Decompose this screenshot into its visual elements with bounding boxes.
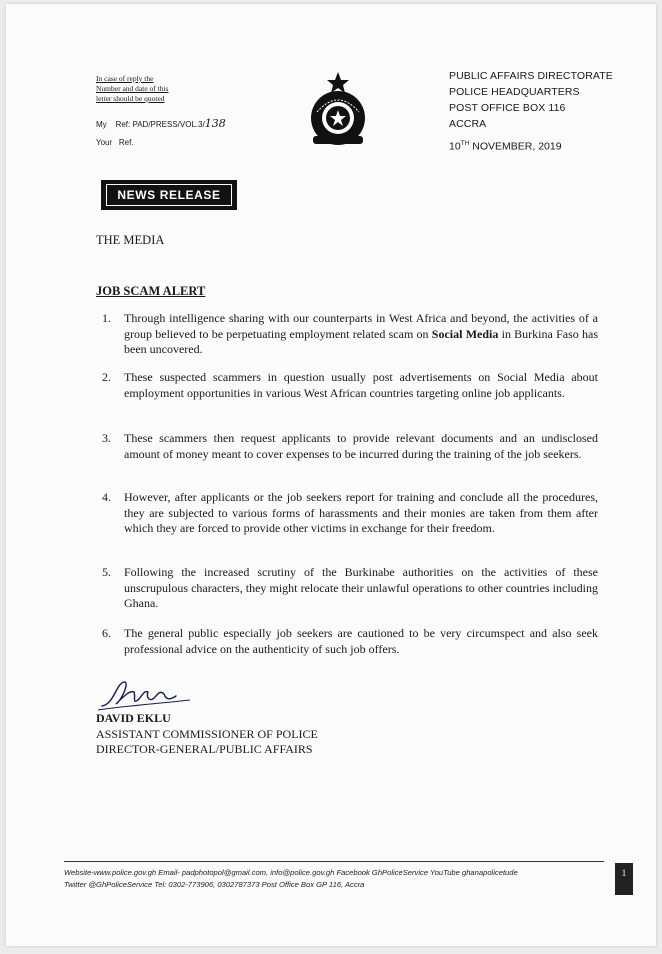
signature-block	[96, 711, 318, 758]
letter-date	[449, 140, 562, 153]
date-suffix: TH	[460, 140, 470, 147]
news-release-banner	[101, 180, 237, 210]
footer-line-1: Website-www.police.gov.gh Email- padphotopol@gmail.com, info@police.gov.gh Facebook GhPoliceService YouTube ghanapolicetude	[64, 868, 518, 877]
paragraph-4	[102, 490, 598, 537]
date-rest: NOVEMBER, 2019	[469, 140, 562, 153]
my-ref-value: PAD/PRESS/VOL.3/	[132, 120, 205, 129]
subject-heading: JOB SCAM ALERT	[96, 284, 206, 298]
my-ref-label-2: Ref:	[115, 120, 131, 129]
handwritten-signature	[94, 676, 194, 716]
footer-line-2: Twitter @GhPoliceService Tel: 0302-773906, 0302787373 Post Office Box GP 116, Accra	[64, 880, 365, 889]
ghana-police-crest-logo	[303, 70, 373, 148]
paragraph-number: 1.	[102, 311, 111, 325]
paragraph-text-part: Through intelligence sharing with our counterparts in West Africa and beyond, the activities of a group believed to be perpetuating employment related scam on	[124, 311, 598, 341]
paragraph-3	[102, 431, 598, 462]
my-ref-label: My	[96, 120, 107, 129]
footer-divider	[64, 861, 604, 862]
date-day: 10	[449, 140, 461, 153]
addressee: THE MEDIA	[96, 233, 165, 247]
paragraph-bold-text: Social Media	[431, 326, 499, 341]
reply-note-line: letter should be quoted	[96, 94, 165, 103]
reply-note-line: Number and date of this	[96, 84, 169, 93]
your-ref-label-2: Ref.	[118, 138, 134, 147]
news-release-label: NEWS RELEASE	[106, 184, 231, 206]
sender-address	[449, 68, 613, 132]
paragraph-number: 6.	[102, 626, 111, 640]
paragraph-text	[124, 311, 598, 358]
paragraph-text: The general public especially job seekers are cautioned to be very circumspect and also seek professional advice on the authenticity of such job offers.	[124, 626, 598, 656]
page-number-tab: 1	[615, 863, 633, 895]
my-reference	[96, 117, 226, 130]
reply-note-line: In case of reply the	[96, 74, 154, 83]
paragraph-number: 3.	[102, 431, 111, 445]
footer-contact-info	[64, 867, 619, 891]
paragraph-number: 2.	[102, 370, 111, 384]
paragraph-text-part: in Burkina Faso has been uncovered.	[124, 326, 598, 356]
paragraph-5	[102, 565, 598, 612]
your-reference	[96, 138, 134, 147]
paragraph-1	[102, 311, 598, 358]
my-ref-handwritten-number: 138	[204, 117, 226, 130]
signatory-role: DIRECTOR-GENERAL/PUBLIC AFFAIRS	[96, 742, 313, 756]
paragraph-number: 4.	[102, 490, 111, 504]
address-line: ACCRA	[449, 118, 487, 130]
paragraph-2	[102, 370, 598, 401]
paragraph-text: These suspected scammers in question usually post advertisements on Social Media about employment opportunities in various West African countries targeting online job applicants.	[124, 370, 598, 400]
paragraph-text: Following the increased scrutiny of the Burkinabe authorities on the activities of these unscrupulous characters, they might relocate their unlawful operations to other countries including Ghana.	[124, 565, 598, 610]
paragraph-text: However, after applicants or the job seekers report for training and conclude all the procedures, they are subjected to various forms of harassments and their monies are taken from them after which they are forced to provide other victims in exchange for their freedom.	[124, 490, 598, 535]
paragraph-6	[102, 626, 598, 657]
address-line: POLICE HEADQUARTERS	[449, 86, 580, 98]
paragraph-number: 5.	[102, 565, 111, 579]
address-line: POST OFFICE BOX 116	[449, 102, 566, 114]
your-ref-label: Your	[96, 138, 113, 147]
address-line: PUBLIC AFFAIRS DIRECTORATE	[449, 70, 613, 82]
reply-instruction-note	[96, 74, 186, 104]
signatory-title: ASSISTANT COMMISSIONER OF POLICE	[96, 726, 318, 741]
paragraph-text: These scammers then request applicants to provide relevant documents and an undisclosed amount of money meant to cover expenses to be incurred during the training of the job seekers.	[124, 431, 598, 461]
letter-page	[6, 4, 656, 946]
signatory-name: DAVID EKLU	[96, 711, 171, 725]
